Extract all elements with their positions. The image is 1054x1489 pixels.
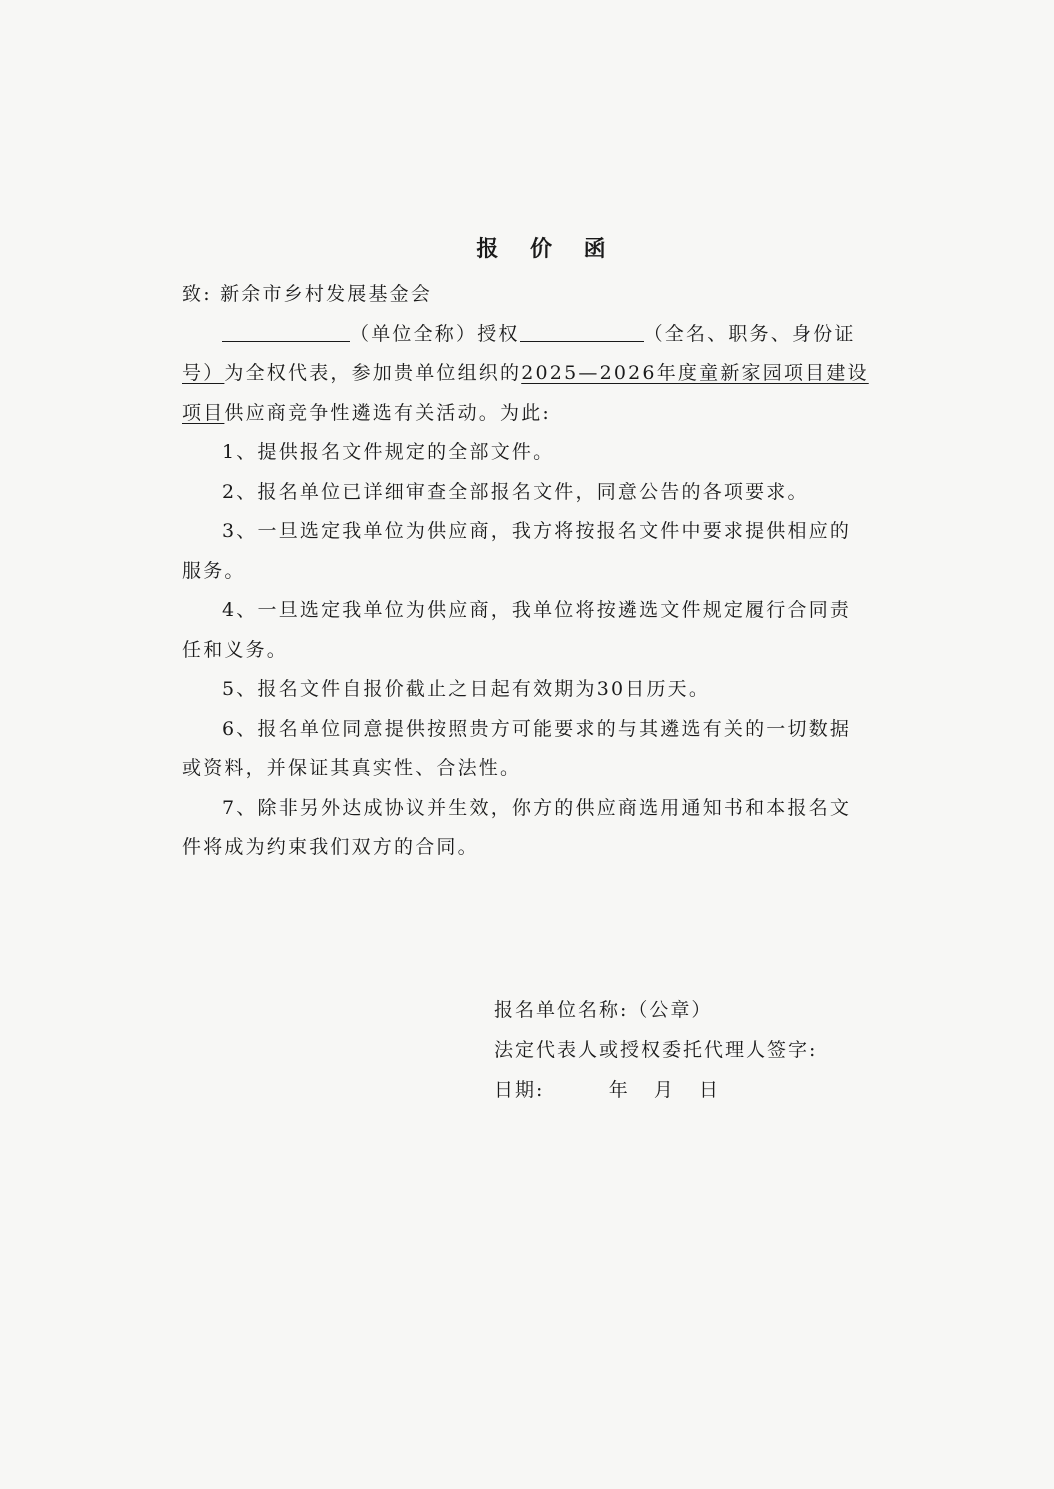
representative-text: 为全权代表，参加贵单位组织的 bbox=[224, 362, 522, 384]
person-label: （全名、职务、身份证 bbox=[643, 322, 856, 345]
letter-body bbox=[182, 275, 872, 868]
item-4: 4、一旦选定我单位为供应商，我单位将按遴选文件规定履行合同责任和义务。 bbox=[182, 599, 852, 661]
authorization-paragraph bbox=[182, 315, 872, 434]
representative-blank bbox=[520, 319, 644, 342]
representative-line: 法定代表人或授权委托代理人签字: bbox=[494, 1039, 818, 1061]
item-3: 3、一旦选定我单位为供应商，我方将按报名文件中要求提供相应的服务。 bbox=[182, 520, 852, 582]
addressee: 新余市乡村发展基金会 bbox=[220, 283, 433, 305]
item-6: 6、报名单位同意提供按照贵方可能要求的与其遴选有关的一切数据或资料，并保证其真实性、合法性。 bbox=[182, 717, 852, 779]
item-1: 1、提供报名文件规定的全部文件。 bbox=[222, 441, 555, 463]
authorization-rest: 供应商竞争性遴选有关活动。为此: bbox=[224, 401, 552, 424]
item-2: 2、报名单位已详细审查全部报名文件，同意公告的各项要求。 bbox=[222, 480, 809, 503]
item-7: 7、除非另外达成协议并生效，你方的供应商选用通知书和本报名文件将成为约束我们双方的合同。 bbox=[182, 796, 852, 858]
document-title: 报 价 函 bbox=[476, 236, 618, 262]
addressee-line bbox=[182, 275, 872, 315]
signature-block bbox=[494, 990, 817, 1110]
unit-name-line: 报名单位名称:（公章） bbox=[494, 999, 713, 1021]
unit-name-blank bbox=[222, 319, 350, 342]
item-5: 5、报名文件自报价截止之日起有效期为30日历天。 bbox=[222, 678, 711, 700]
id-tail: 号） bbox=[182, 362, 225, 384]
date-line: 日期: 年 月 日 bbox=[494, 1079, 720, 1101]
project-name: 2025—2026年度童新家园项目建设项目 bbox=[182, 362, 869, 424]
unit-label: （单位全称）授权 bbox=[350, 322, 520, 345]
to-prefix: 致: bbox=[182, 283, 212, 305]
